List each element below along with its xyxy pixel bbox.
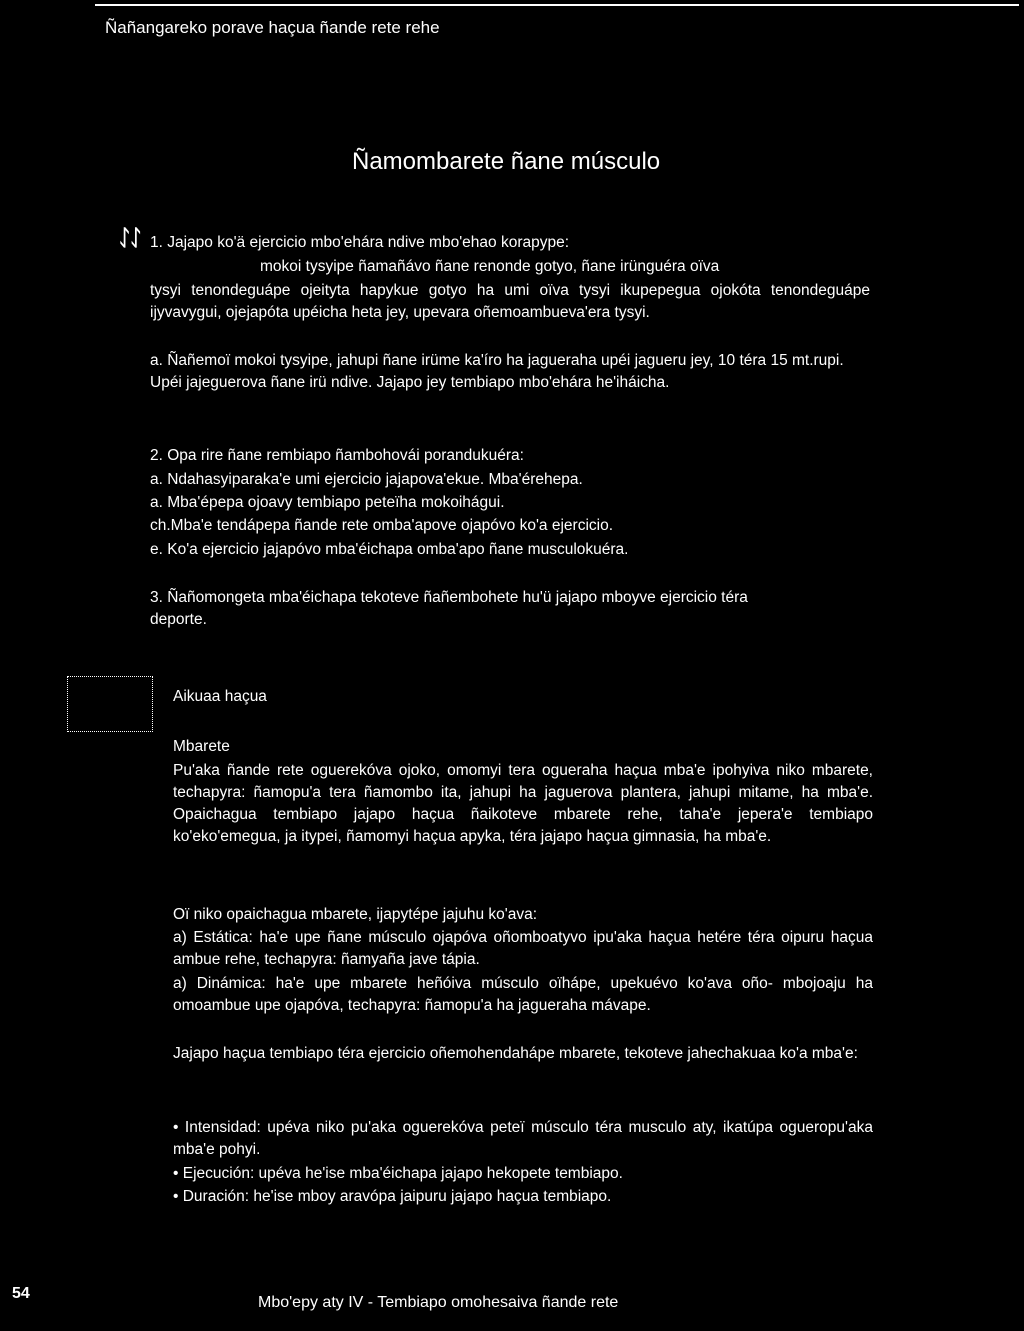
info-bullet: • Duración: he'ise mboy aravópa jaipuru jajapo haçua tembiapo. [173,1188,612,1205]
info-requirements: Jajapo haçua tembiapo téra ejercicio oñemohendahápe mbarete, tekoteve jahechakuaa ko'a mba'e: [173,1045,858,1062]
page-title: Ñamombarete ñane músculo [352,148,661,175]
info-bullet: • Intensidad: upéva niko pu'aka oguerekóva peteï músculo téra musculo aty, ikatúpa ogueropu'aka mba'e pohyi. [173,1119,873,1158]
running-header: Ñañangareko porave haçua ñande rete rehe [105,18,440,37]
activity-2-item: a. Mba'épepa ojoavy tembiapo peteïha mokoihágui. [150,494,505,511]
activity-1-text: tysyi tenondeguápe ojeityta hapykue gotyo ha umi oïva tysyi ikupepegua ojokóta tenondeguápe ijyvavygui, ojejapóta upéicha heta jey, upevara oñemoambueva'era tysyi. [150,282,870,321]
info-type-dynamic: a) Dinámica: ha'e upe mbarete heñóiva músculo oïhápe, upekuévo ko'ava oño- mbojoaju ha omoambue upe ojapóva, techapyra: ñamopu'a ha jagueraha mávape. [173,975,873,1014]
activity-3-text: 3. Ñañomongeta mba'éichapa tekoteve ñañembohete hu'ü jajapo mboyve ejercicio téra deporte. [150,589,748,628]
info-box-marker [67,676,153,732]
info-bullet: • Ejecución: upéva he'ise mba'éichapa jajapo hekopete tembiapo. [173,1165,623,1182]
activity-2-item: ch.Mba'e tendápepa ñande rete omba'apove ojapóvo ko'a ejercicio. [150,517,614,534]
activity-1-line1: 1. Jajapo ko'ä ejercicio mbo'ehára ndive mbo'ehao korapype: [150,234,570,251]
activity-1-line2: mokoi tysyipe ñamañávo ñane renonde gotyo, ñane irünguéra oïva [260,258,720,275]
info-paragraph: Pu'aka ñande rete oguerekóva ojoko, omomyi tera ogueraha haçua mba'e ipohyiva niko mbarete, techapyra: ñamopu'a tera ñamombo ita, jahupi ha jaguerova plantera, jahupi mitame, ha mba'e. Opaichagua tembiapo jajapo haçua ñaikoteve mbarete rehe, taha'e jepera'e tembiapo ko'eko'emegua, ja itypei, ñamomyi haçua apyka, téra jajapo haçua gimnasia, ha mba'e. [173,762,873,845]
info-types-intro: Oï niko opaichagua mbarete, ijapytépe jajuhu ko'ava: [173,906,538,923]
info-subheading: Mbarete [173,738,230,755]
activity-2-item: e. Ko'a ejercicio jajapóvo mba'éichapa omba'apo ñane musculokuéra. [150,541,629,558]
activity-2-item: a. Ndahasyiparaka'e umi ejercicio jajapova'ekue. Mba'érehepa. [150,471,583,488]
info-heading: Aikuaa haçua [173,688,267,705]
activity-2-intro: 2. Opa rire ñane rembiapo ñambohovái porandukuéra: [150,447,524,464]
info-type-static: a) Estática: ha'e upe ñane músculo ojapóva oñomboatyvo ipu'aka haçua hetére téra oipuru haçua ambue rehe, techapyra: ñamyaña jave tápia. [173,929,873,968]
running-footer: Mbo'epy aty IV - Tembiapo omohesaiva ñande rete [258,1294,619,1311]
page-number: 54 [12,1285,30,1302]
activity-icon: ᛇᛇ [118,225,141,250]
top-rule [95,4,1019,6]
activity-1-item-a: a. Ñañemoï mokoi tysyipe, jahupi ñane irüme ka'íro ha jagueraha upéi jagueru jey, 10 téra 15 mt.rupi. Upéi jajeguerova ñane irü ndive. Jajapo jey tembiapo mbo'ehára he'iháicha. [150,352,844,391]
